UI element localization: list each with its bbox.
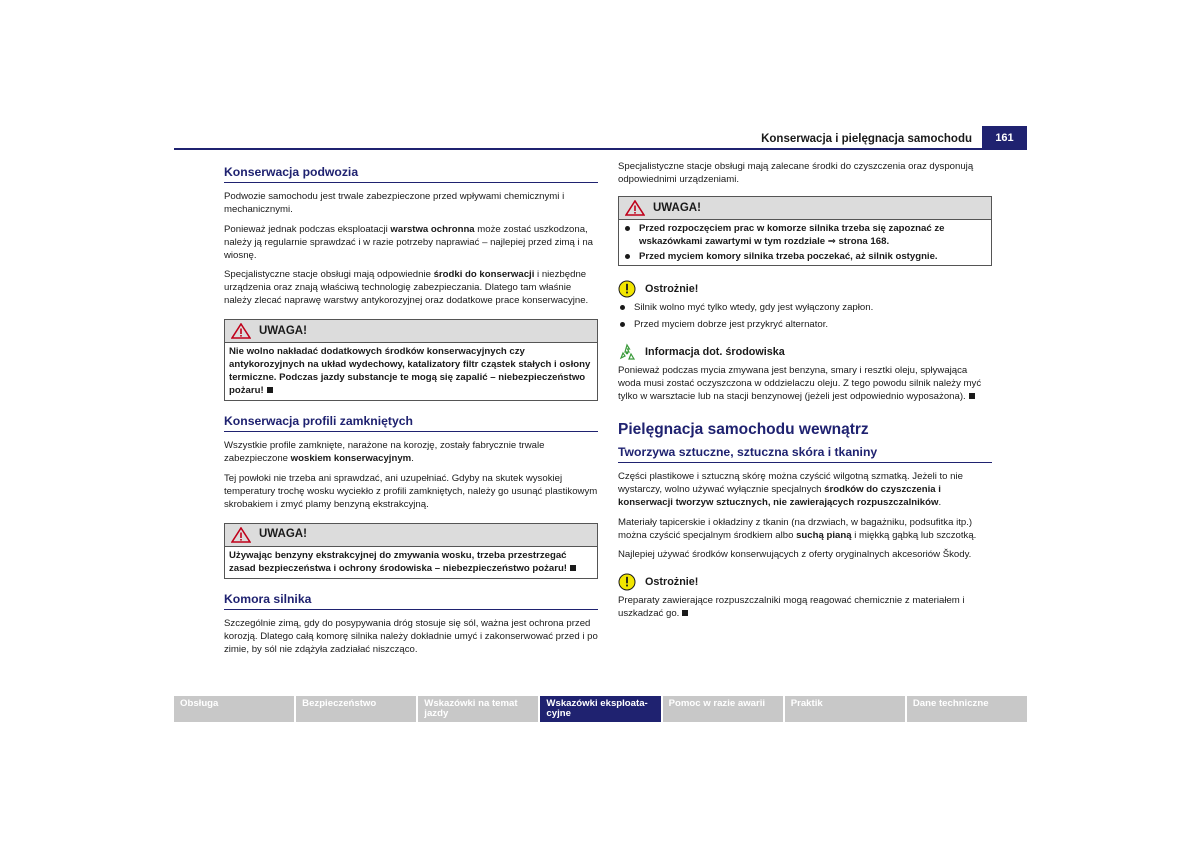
section-title-closed-profiles: Konserwacja profili zamkniętych — [224, 415, 598, 432]
end-mark — [570, 565, 576, 571]
list-item: Przed myciem komory silnika trzeba poczekać, aż silnik ostygnie. — [623, 250, 987, 263]
paragraph: Części plastikowe i sztuczną skórę można czyścić wilgotną szmatką. Jeżeli to nie wystarczy, wolno używać wyłącznie specjalnych środków do czyszczenia i konserwacji tworzyw sztucznych, nie zawierających rozpuszczalników. — [618, 471, 963, 508]
nav-tab-wskazowki-jazdy[interactable]: Wskazówki na temat jazdy — [418, 696, 538, 722]
nav-tab-bezpieczenstwo[interactable]: Bezpieczeństwo — [296, 696, 416, 722]
nav-tab-dane-techniczne[interactable]: Dane techniczne — [907, 696, 1027, 722]
warning-body — [619, 220, 991, 265]
paragraph: Materiały tapicerskie i okładziny z tkanin (na drzwiach, w bagażniku, podsufitka itp.) można czyścić specjalnym środkiem albo suchą pianą i miękką gąbką lub szczotką. — [618, 516, 977, 541]
paragraph: Wszystkie profile zamknięte, narażone na korozję, zostały fabrycznie trwale zabezpieczone woskiem konserwacyjnym. — [224, 440, 545, 464]
paragraph: Specjalistyczne stacje obsługi mają odpowiednie środki do konserwacji i niezbędne urządzenia oraz znają właściwą technologię zabezpieczania. Dlatego tam właśnie należy zlecać naprawę warstwy antykorozyjnej oraz dodatkowe prace konserwacyjne. — [224, 269, 589, 306]
warning-triangle-icon — [231, 323, 251, 339]
caution-label: Ostrożnie! — [645, 282, 699, 295]
caution-label: Ostrożnie! — [645, 575, 699, 588]
end-mark — [267, 387, 273, 393]
section-title-engine-compartment: Komora silnika — [224, 593, 598, 610]
section-title-plastics: Tworzywa sztuczne, sztuczna skóra i tkaniny — [618, 446, 992, 463]
paragraph: Najlepiej używać środków konserwujących z oferty oryginalnych akcesoriów Škody. — [618, 549, 972, 560]
warning-triangle-icon — [625, 200, 645, 216]
nav-tab-wskazowki-eksploatacyjne[interactable]: Wskazówki eksploata-cyjne — [540, 696, 660, 722]
chapter-title: Pielęgnacja samochodu wewnątrz — [618, 421, 869, 438]
warning-body — [225, 343, 597, 400]
paragraph: Podwozie samochodu jest trwale zabezpieczone przed wpływami chemicznymi i mechanicznymi. — [224, 191, 565, 215]
list-item: Przed myciem dobrze jest przykryć alternator. — [618, 318, 992, 331]
warning-header — [225, 524, 597, 547]
caution-circle-icon — [618, 573, 636, 591]
warning-text: Używając benzyny ekstrakcyjnej do zmywania wosku, trzeba przestrzegać zasad bezpieczeństwa i ochrony środowiska – niebezpieczeństwo pożaru! — [229, 549, 568, 574]
paragraph: Tej powłoki nie trzeba ani sprawdzać, ani uzupełniać. Gdyby na skutek wysokiej temperatury trochę wosku wyciekło z profili zamkniętych, należy go usunąć plastikowym skrobakiem i zmyć plamy benzyną ekstrakcyjną. — [224, 472, 598, 510]
caution-circle-icon — [618, 280, 636, 298]
nav-tab-praktik[interactable]: Praktik — [785, 696, 905, 722]
warning-box — [618, 196, 992, 266]
warning-body — [225, 547, 597, 578]
warning-label: UWAGA! — [259, 324, 307, 337]
page-number: 161 — [982, 126, 1027, 150]
paragraph: Szczególnie zimą, gdy do posypywania dróg stosuje się sól, ważna jest ochrona przed korozją. Dlatego całą komorę silnika należy dokładnie umyć i zakonserwować przed i po zimie, by sól nie zdążyła zadziałać niszcząco. — [224, 617, 598, 655]
nav-tab-obsluga[interactable]: Obsługa — [174, 696, 294, 722]
caution-header — [618, 573, 992, 591]
environment-icon — [618, 343, 636, 361]
section-title-underbody: Konserwacja podwozia — [224, 166, 598, 183]
warning-text: Nie wolno nakładać dodatkowych środków konserwacyjnych czy antykorozyjnych na układ wydechowy, katalizatory filtr cząstek stałych i osłony termiczne. Podczas jazdy substancje te mogą się zapalić – niebezpieczeństwo pożaru! — [229, 346, 591, 396]
warning-label: UWAGA! — [259, 528, 307, 540]
warning-box — [224, 523, 598, 579]
chapter-nav — [174, 696, 1027, 722]
running-header-title: Konserwacja i pielęgnacja samochodu — [761, 133, 972, 145]
paragraph: Specjalistyczne stacje obsługi mają zalecane środki do czyszczenia oraz dysponują odpowiednimi urządzeniami. — [618, 161, 974, 185]
warning-label: UWAGA! — [653, 201, 701, 214]
warning-box — [224, 319, 598, 401]
list-item: Przed rozpoczęciem prac w komorze silnika trzeba się zapoznać ze wskazówkami zawartymi w tym rozdziale ⇒ strona 168. — [623, 222, 987, 248]
environment-label: Informacja dot. środowiska — [645, 345, 785, 358]
paragraph: Preparaty zawierające rozpuszczalniki mogą reagować chemicznie z materiałem i uszkadzać go. — [618, 595, 965, 619]
left-column — [224, 160, 598, 662]
environment-header — [618, 343, 992, 361]
warning-header — [619, 197, 991, 220]
nav-tab-pomoc-awarii[interactable]: Pomoc w razie awarii — [663, 696, 783, 722]
caution-header — [618, 280, 992, 298]
header-rule — [174, 148, 1027, 150]
list-item: Silnik wolno myć tylko wtedy, gdy jest wyłączony zapłon. — [618, 301, 992, 314]
paragraph: Ponieważ podczas mycia zmywana jest benzyna, smary i resztki oleju, spływająca woda musi zostać oczyszczona w oddzielaczu oleju. Z tego powodu silnik należy myć tylko w warsztacie lub na stacji benzynowej (jeżeli jest odpowiednio wyposażona). — [618, 365, 982, 402]
right-column — [618, 160, 992, 627]
paragraph: Ponieważ jednak podczas eksploatacji warstwa ochronna może zostać uszkodzona, należy ją regularnie sprawdzać i w razie potrzeby naprawiać – najlepiej przed zimą i na wiosnę. — [224, 223, 594, 261]
warning-header — [225, 320, 597, 343]
end-mark — [969, 393, 975, 399]
end-mark — [682, 610, 688, 616]
warning-triangle-icon — [231, 527, 251, 543]
